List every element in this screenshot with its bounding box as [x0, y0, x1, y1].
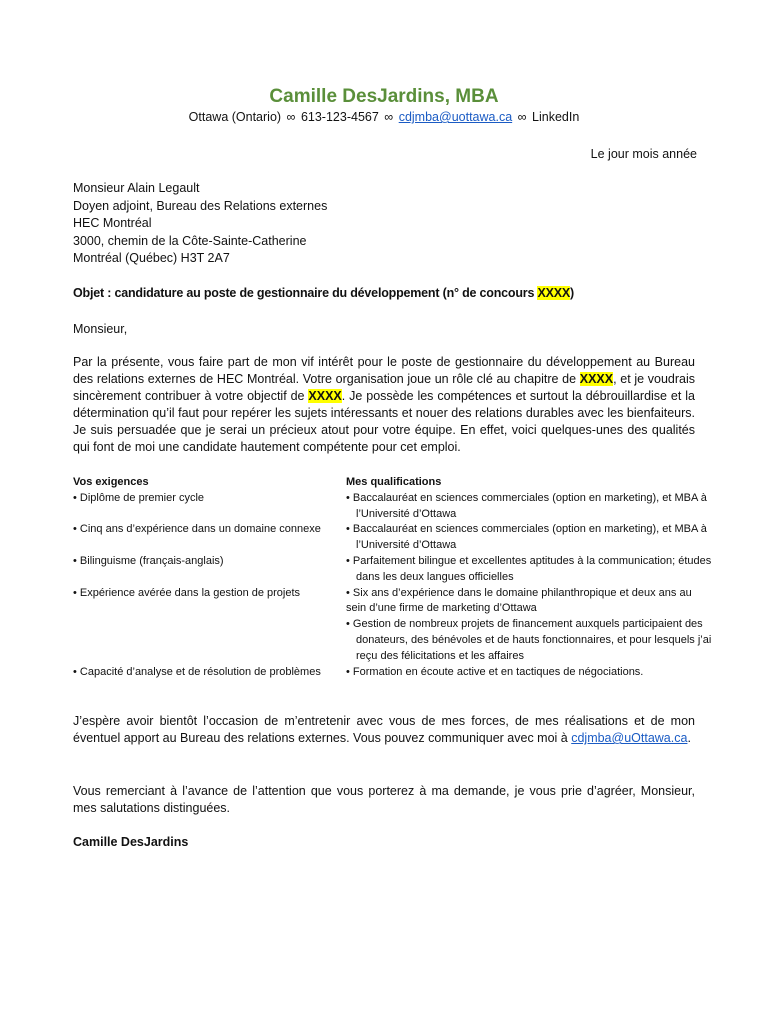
sender-phone: 613-123-4567: [300, 110, 379, 124]
email-link[interactable]: cdjmba@uOttawa.ca: [571, 731, 688, 745]
closing-paragraph: [73, 713, 695, 747]
requirement-cell: • Capacité d’analyse et de résolution de problèmes: [73, 665, 321, 678]
subject-line: [73, 285, 574, 301]
table-row: [73, 554, 712, 586]
qualifications-table: [73, 475, 712, 680]
paragraph-text: , et je voudrais sincèrement contribuer à votre objectif de: [73, 372, 695, 403]
table-row: [73, 617, 712, 664]
table-row: [73, 491, 707, 523]
subject-text: Objet : candidature au poste de gestionnaire du développement (n° de concours: [73, 286, 538, 300]
column-header-qualifications: Mes qualifications: [346, 476, 442, 488]
paragraph-text: . Je possède les compétences et surtout la débrouillardise et la détermination qu’il faut pour repérer les sujets intéressants et nouer des relations durables avec les bienfaiteurs. Je suis persuadée que je serai un précieux atout pour votre équipe. En effet, voici quelques-unes des qualités qui font de moi une candidate hautement compétente pour cet emploi.: [73, 389, 695, 454]
requirement-cell: • Expérience avérée dans la gestion de projets: [73, 586, 301, 599]
separator-symbol: ∞: [517, 110, 527, 124]
separator-symbol: ∞: [286, 110, 296, 124]
placeholder-highlight: XXXX: [537, 286, 571, 300]
qualification-cell: • Parfaitement bilingue et excellentes aptitudes à la communication; études dans les deux langues officielles: [346, 554, 712, 583]
recipient-address: [73, 180, 327, 268]
paragraph-text: J’espère avoir bientôt l’occasion de m’entretenir avec vous de mes forces, de mes réalisations et de mon éventuel apport au Bureau des relations externes. Vous pouvez communiquer avec moi à: [73, 714, 695, 745]
sender-name: Camille DesJardins, MBA: [269, 86, 499, 107]
letter-date: Le jour mois année: [590, 147, 697, 161]
sender-city: Ottawa (Ontario): [188, 110, 282, 124]
qualification-cell: • Formation en écoute active et en tactiques de négociations.: [346, 665, 644, 678]
recipient-line: Doyen adjoint, Bureau des Relations externes: [73, 198, 328, 213]
separator-symbol: ∞: [384, 110, 394, 124]
qualification-cell: • Baccalauréat en sciences commerciales (option en marketing), et MBA à l’Université d’Ottawa: [346, 523, 707, 552]
intro-paragraph: [73, 354, 695, 456]
table-row: [73, 586, 703, 618]
placeholder-highlight: XXXX: [308, 389, 342, 403]
qualification-cell: • Baccalauréat en sciences commerciales (option en marketing), et MBA à l’Université d’Ottawa: [346, 491, 707, 520]
subject-close: ): [570, 286, 575, 300]
table-row: [73, 665, 703, 681]
qualification-cell: • Six ans d’expérience dans le domaine philanthropique et deux ans au sein d’une firme de marketing d’Ottawa: [346, 586, 692, 615]
recipient-line: 3000, chemin de la Côte-Sainte-Catherine: [73, 233, 307, 248]
recipient-line: Montréal (Québec) H3T 2A7: [73, 251, 230, 266]
recipient-line: HEC Montréal: [73, 216, 152, 231]
sender-email-link[interactable]: cdjmba@uottawa.ca: [398, 110, 513, 124]
linkedin-label: LinkedIn: [532, 110, 580, 124]
table-header-row: [73, 475, 703, 491]
qualification-cell: • Gestion de nombreux projets de financement auxquels participaient des donateurs, des bénévoles et de hauts fonctionnaires, et pour lesquels j’ai reçu des félicitations et les affaires: [346, 618, 712, 662]
paragraph-end: .: [687, 731, 691, 745]
requirement-cell: • Bilinguisme (français-anglais): [73, 554, 224, 567]
requirement-cell: [73, 617, 346, 664]
recipient-line: Monsieur Alain Legault: [73, 181, 200, 195]
column-header-requirements: Vos exigences: [73, 476, 149, 488]
paragraph-text: Par la présente, vous faire part de mon vif intérêt pour le poste de gestionnaire du développement au Bureau des relations externes de HEC Montréal. Votre organisation joue un rôle clé au chapitre de: [73, 355, 695, 386]
thanks-paragraph: Vous remerciant à l’avance de l’attention que vous porterez à ma demande, je vous prie d’agréer, Monsieur, mes salutations distinguées.: [73, 784, 695, 815]
placeholder-highlight: XXXX: [579, 372, 614, 386]
requirement-cell: • Cinq ans d’expérience dans un domaine connexe: [73, 523, 321, 536]
requirement-cell: • Diplôme de premier cycle: [73, 491, 205, 504]
table-row: [73, 522, 707, 554]
salutation: Monsieur,: [73, 322, 128, 336]
contact-line: [0, 109, 768, 125]
signature: Camille DesJardins: [73, 835, 189, 849]
